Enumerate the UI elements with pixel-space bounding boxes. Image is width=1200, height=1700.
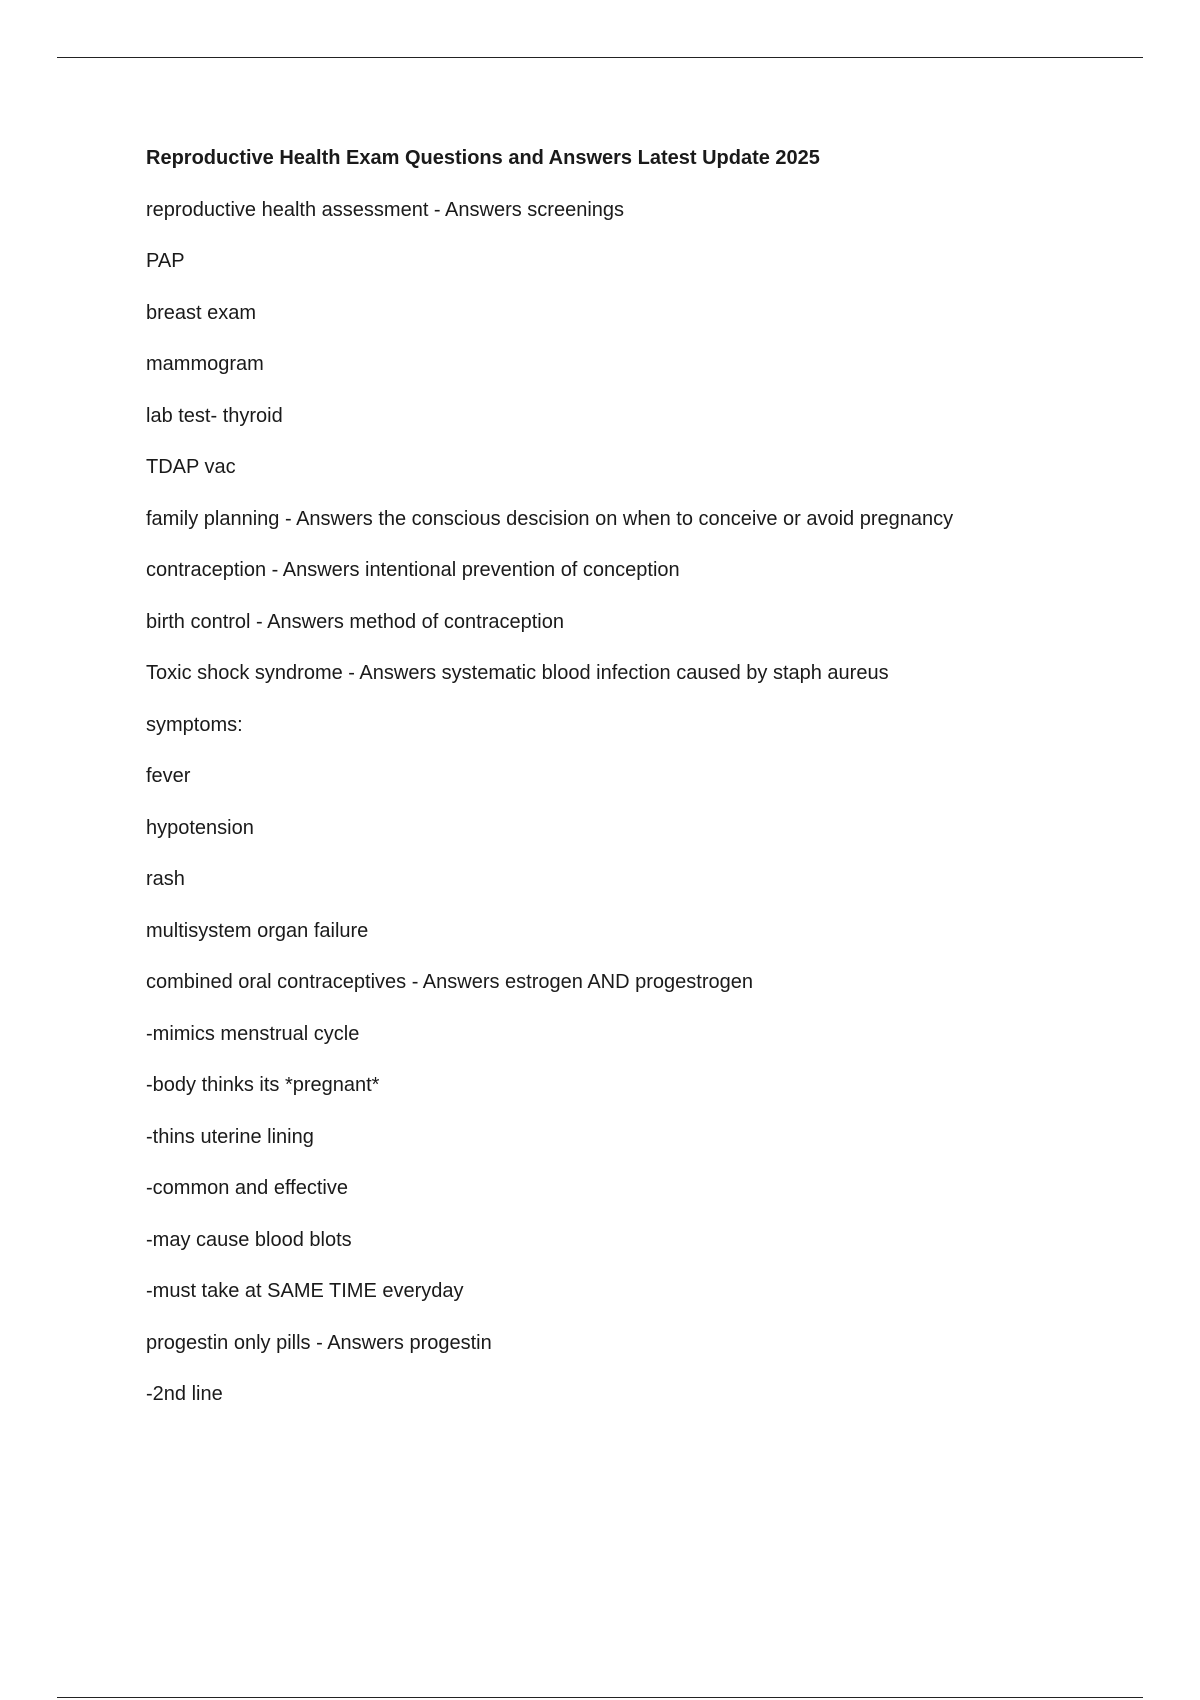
text-line: -must take at SAME TIME everyday	[146, 1280, 464, 1302]
text-line: -may cause blood blots	[146, 1228, 352, 1251]
text-line: TDAP vac	[146, 456, 236, 478]
text-line: multisystem organ failure	[146, 919, 369, 942]
text-line: progestin only pills - Answers progestin	[146, 1331, 492, 1354]
text-line: birth control - Answers method of contraception	[146, 610, 564, 633]
text-line: combined oral contraceptives - Answers estrogen AND progestrogen	[146, 971, 753, 993]
text-line: -mimics menstrual cycle	[146, 1022, 360, 1045]
text-line: -body thinks its *pregnant*	[146, 1074, 380, 1096]
text-line: -thins uterine lining	[146, 1125, 314, 1148]
text-line: -2nd line	[146, 1383, 223, 1405]
text-line: Toxic shock syndrome - Answers systematic blood infection caused by staph aureus	[146, 662, 889, 684]
document-title: Reproductive Health Exam Questions and Answers Latest Update 2025	[146, 147, 820, 169]
text-line: PAP	[146, 250, 185, 272]
footer-rule	[57, 1697, 1143, 1698]
text-line: breast exam	[146, 301, 257, 324]
text-line: lab test- thyroid	[146, 404, 283, 427]
text-line: contraception - Answers intentional prevention of conception	[146, 559, 680, 581]
text-line: hypotension	[146, 816, 254, 839]
text-line: reproductive health assessment - Answers screenings	[146, 198, 625, 221]
text-line: mammogram	[146, 353, 264, 375]
text-line: rash	[146, 868, 185, 890]
header-rule	[57, 57, 1143, 58]
text-line: fever	[146, 765, 191, 787]
text-line: family planning - Answers the conscious descision on when to conceive or avoid pregnancy	[146, 507, 954, 530]
text-line: symptoms:	[146, 713, 243, 736]
text-line: -common and effective	[146, 1177, 348, 1199]
document-body	[146, 144, 1126, 1432]
